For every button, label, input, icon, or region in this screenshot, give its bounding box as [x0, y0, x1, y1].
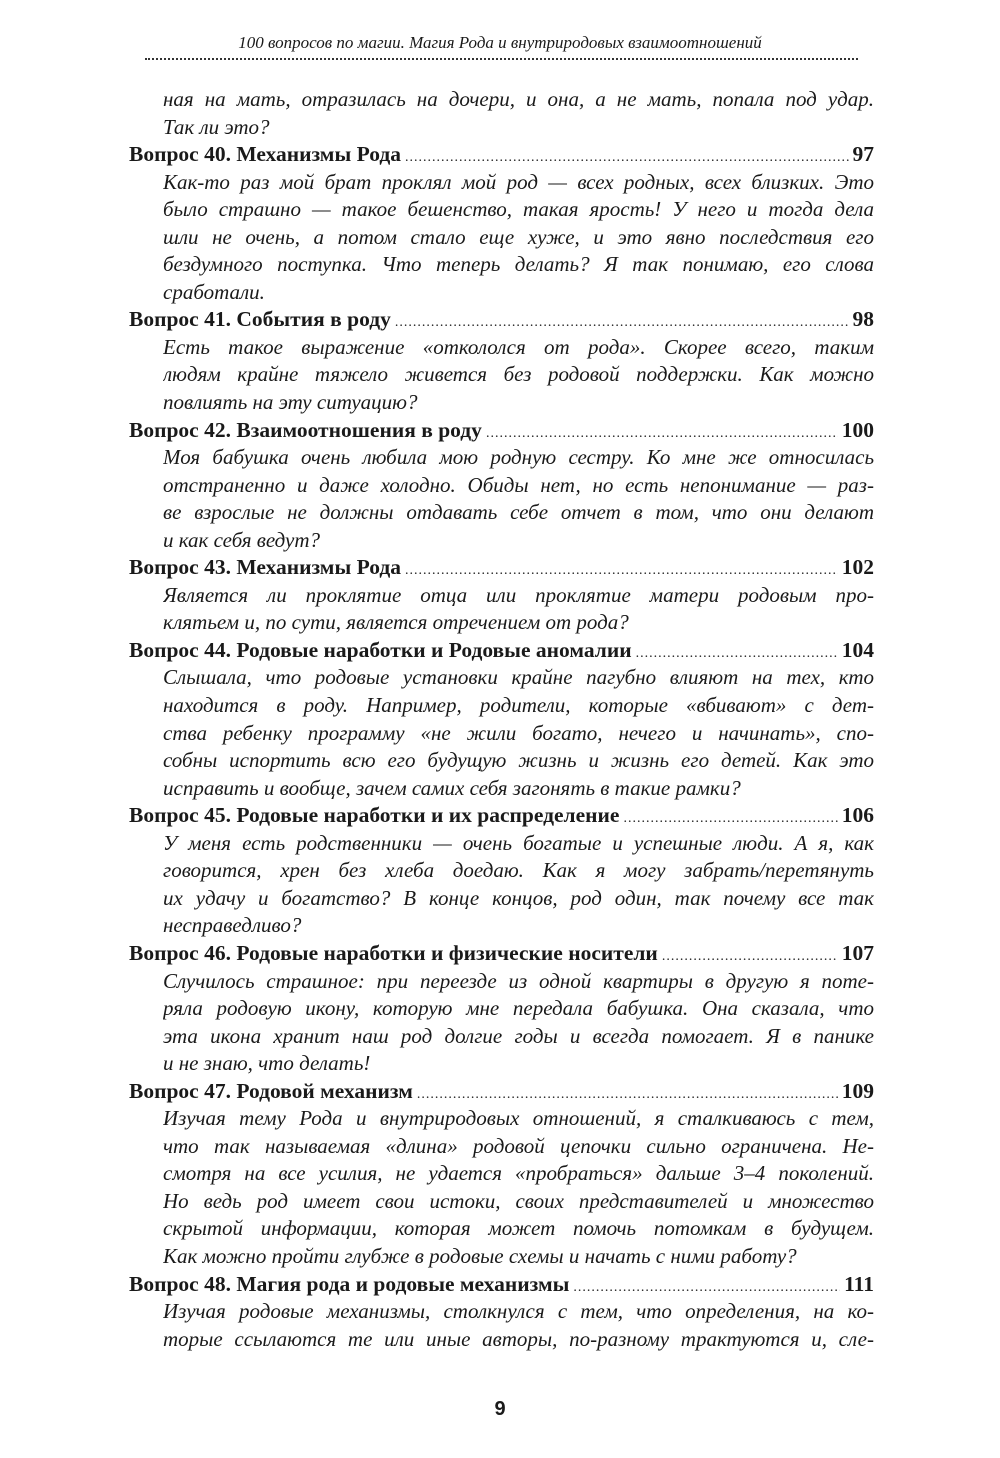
entry-page-number: 107 [841, 940, 874, 965]
running-header: 100 вопросов по магии. Магия Рода и внутриродовых взаимоотношений [238, 33, 762, 52]
table-of-contents [129, 86, 874, 1353]
toc-entry[interactable] [129, 417, 874, 445]
entry-title: Вопрос 42. Взаимоотношения в роду [129, 417, 482, 442]
entry-title: Вопрос 41. События в роду [129, 307, 391, 332]
question-text-line: говорится, хрен без хлеба доедаю. Как я могу забрать/перетянуть [163, 858, 874, 883]
dot-leader [405, 557, 838, 582]
dot-leader [573, 1274, 840, 1299]
dot-leader [623, 805, 837, 830]
question-text-line: исправить и вообще, зачем самих себя загонять в такие рамки? [163, 775, 741, 800]
entry-title: Вопрос 47. Родовой механизм [129, 1078, 413, 1103]
question-text-line: бездумного поступка. Что теперь делать? Я так понимаю, его слова [163, 252, 874, 277]
toc-entry[interactable] [129, 1271, 874, 1299]
question-text-line: скрытой информации, которая может помочь потомкам в будущем. [163, 1216, 874, 1241]
question-text-line: Слышала, что родовые установки крайне пагубно влияют на тех, кто [163, 665, 874, 690]
entry-title: Вопрос 44. Родовые наработки и Родовые аномалии [129, 637, 632, 662]
entry-page-number: 102 [841, 555, 874, 580]
entry-title: Вопрос 40. Механизмы Рода [129, 142, 401, 167]
question-text-line: торые ссылаются те или иные авторы, по-разному трактуются и, сле- [163, 1326, 874, 1351]
entry-title: Вопрос 48. Магия рода и родовые механизмы [129, 1271, 570, 1296]
dot-leader [662, 943, 838, 968]
toc-entry[interactable] [129, 1078, 874, 1106]
question-text-line: что так называемая «длина» родовой цепочки сильно ограничена. Не- [163, 1133, 874, 1158]
question-text-line: Изучая родовые механизмы, столкнулся с тем, что определения, на ко- [163, 1299, 874, 1324]
question-text-line: находится в роду. Например, родители, которые «вбивают» с дет- [163, 693, 874, 718]
toc-entry[interactable] [129, 141, 874, 169]
question-text-line: и не знаю, что делать! [163, 1051, 371, 1076]
entry-page-number: 98 [852, 307, 874, 332]
dot-leader [486, 420, 838, 445]
question-text-line: людям крайне тяжело живется без родовой поддержки. Как можно [163, 362, 874, 387]
question-text-line: сработали. [163, 279, 265, 304]
question-text-line: Как-то раз мой брат проклял мой род — всех родных, всех близких. Это [163, 169, 874, 194]
entry-page-number: 104 [841, 637, 874, 662]
dot-leader [417, 1081, 838, 1106]
question-text-line: У меня есть родственники — очень богатые и успешные люди. А я, как [163, 830, 874, 855]
entry-page-number: 100 [841, 417, 874, 442]
question-text-line: смотря на все усилия, не удается «пробраться» дальше 3–4 поколений. [163, 1161, 874, 1186]
entry-page-number: 109 [841, 1078, 874, 1103]
question-text-line: эта икона хранит наш род долгие годы и всегда помогает. Я в панике [163, 1023, 874, 1048]
page-number: 9 [494, 1398, 506, 1420]
question-text-line: отстраненно и даже холодно. Обиды нет, но есть непонимание — раз- [163, 472, 874, 497]
entry-title: Вопрос 45. Родовые наработки и их распределение [129, 803, 620, 828]
entry-page-number: 97 [852, 142, 874, 167]
question-text-line: Так ли это? [163, 114, 270, 139]
question-text-line: ве взрослые не должны отдавать себе отчет в том, что они делают [163, 500, 874, 525]
question-text-line: шли не очень, а потом стало еще хуже, и это явно последствия его [163, 224, 874, 249]
toc-entry[interactable] [129, 554, 874, 582]
question-text-line: Является ли проклятие отца или проклятие матери родовым про- [163, 582, 874, 607]
question-text-line: клятьем и, по сути, является отречением от рода? [163, 610, 629, 635]
question-text-line: ряла родовую икону, которую мне передала бабушка. Она сказала, что [163, 996, 874, 1021]
toc-entry[interactable] [129, 802, 874, 830]
question-text-line: ства ребенку программу «не жили богато, нечего и начинать», спо- [163, 720, 874, 745]
entry-page-number: 106 [841, 803, 874, 828]
question-text-line: ная на мать, отразилась на дочери, и она, а не мать, попала под удар. [163, 87, 874, 111]
entry-title: Вопрос 43. Механизмы Рода [129, 555, 401, 580]
question-text-line: и как себя ведут? [163, 527, 321, 552]
toc-entry[interactable] [129, 306, 874, 334]
question-text-line: Но ведь род имеет свои истоки, своих представителей и множество [163, 1188, 874, 1213]
question-text-line: повлиять на эту ситуацию? [163, 390, 418, 415]
question-text-line: собны испортить всю его будущую жизнь и жизнь его детей. Как это [163, 748, 874, 773]
header-divider [145, 58, 858, 60]
entry-title: Вопрос 46. Родовые наработки и физические носители [129, 940, 658, 965]
dot-leader [636, 640, 838, 665]
dot-leader [395, 309, 849, 334]
question-text-line: Моя бабушка очень любила мою родную сестру. Ко мне же относилась [163, 445, 874, 470]
toc-entry[interactable] [129, 637, 874, 665]
toc-entry[interactable] [129, 940, 874, 968]
question-text-line: было страшно — такое бешенство, такая ярость! У него и тогда дела [163, 197, 874, 222]
question-text-line: Случилось страшное: при переезде из одной квартиры в другую я поте- [163, 968, 874, 993]
dot-leader [405, 144, 849, 169]
question-text-line: Изучая тему Рода и внутриродовых отношений, я сталкиваюсь с тем, [163, 1106, 874, 1131]
question-text-line: Есть такое выражение «откололся от рода». Скорее всего, таким [163, 334, 874, 359]
question-text-line: Как можно пройти глубже в родовые схемы и начать с ними работу? [163, 1243, 797, 1268]
question-text-line: несправедливо? [163, 913, 302, 938]
question-text-line: их удачу и богатство? В конце концов, род один, так почему все так [163, 885, 874, 910]
entry-page-number: 111 [844, 1271, 874, 1296]
